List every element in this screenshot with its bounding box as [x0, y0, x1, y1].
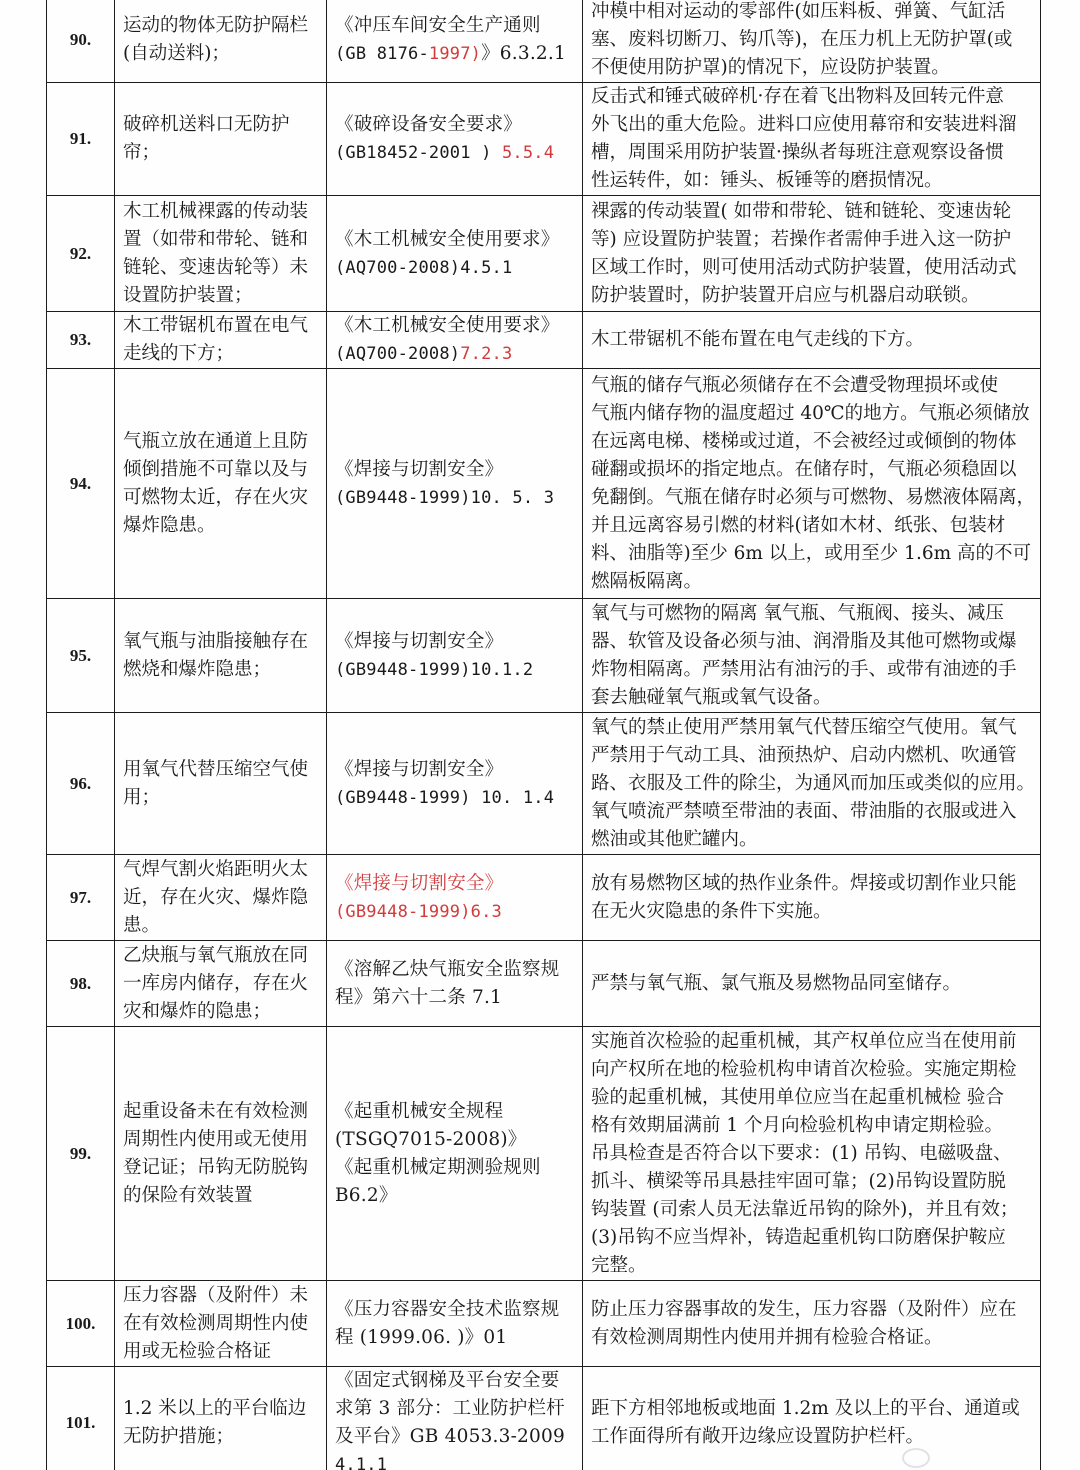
- description-line: 用氧气代替压缩空气使: [123, 758, 309, 780]
- legal-basis: [327, 1367, 583, 1470]
- legal-basis-line: [335, 139, 576, 167]
- watermark-logo: [902, 1448, 930, 1468]
- legal-basis-line: [335, 340, 576, 368]
- description-line: 燃烧和爆炸隐患；: [123, 658, 272, 680]
- table-row: [47, 855, 1041, 941]
- legal-basis-line: [335, 1395, 576, 1423]
- description-line: 起重设备未在有效检测: [123, 1100, 309, 1122]
- requirement-line: 氧气与可燃物的隔离 氧气瓶、气瓶阀、接头、减压: [591, 602, 1004, 624]
- legal-basis-line: [335, 1367, 576, 1395]
- table-row: [47, 83, 1041, 196]
- legal-basis-line: [335, 956, 576, 984]
- description-line: 灾和爆炸的隐患；: [123, 1000, 272, 1022]
- requirement-line: 严禁用于气动工具、油预热炉、启动内燃机、吹通管: [591, 744, 1017, 766]
- row-number: 93.: [47, 312, 115, 369]
- requirement: [583, 599, 1041, 713]
- requirement-line: 料、油脂等)至少 6m 以上，或用至少 1.6m 高的不可: [591, 542, 1032, 564]
- requirement-line: 防止压力容器事故的发生，压力容器（及附件）应在: [591, 1298, 1017, 1320]
- legal-basis-line: [335, 870, 576, 898]
- reference-text: 《破碎设备安全要求》: [335, 114, 523, 135]
- description-line: 在有效检测周期性内使: [123, 1312, 309, 1334]
- reference-text: (GB18452-2001 ): [335, 143, 502, 163]
- reference-text: 程 (1999.06. )》01: [335, 1326, 508, 1348]
- row-number: 101.: [47, 1367, 115, 1470]
- hazard-description: [115, 312, 327, 369]
- reference-text: (GB9448-1999) 10. 1.4: [335, 787, 555, 808]
- legal-basis-line: [335, 1098, 576, 1126]
- table-row: [47, 196, 1041, 312]
- requirement: [583, 0, 1041, 83]
- hazard-description: [115, 1367, 327, 1470]
- description-line: 可燃物太近，存在火灾: [123, 486, 309, 508]
- legal-basis-line: [335, 756, 576, 784]
- requirement-line: 氧气的禁止使用严禁用氧气代替压缩空气使用。氧气: [591, 716, 1017, 738]
- hazard-description: [115, 0, 327, 83]
- requirement-line: 在远离电梯、楼梯或过道，不会被经过或倾倒的物体: [591, 430, 1017, 452]
- legal-basis: [327, 599, 583, 713]
- hazard-description: [115, 855, 327, 941]
- legal-basis-line: [335, 784, 576, 812]
- legal-basis-line: [335, 898, 576, 926]
- reference-text: 《固定式钢梯及平台安全要: [335, 1370, 560, 1391]
- legal-basis-line: [335, 40, 576, 68]
- requirement-line: 器、软管及设备必须与油、润滑脂及其他可燃物或爆: [591, 630, 1017, 652]
- hazard-description: [115, 1027, 327, 1281]
- table-body: [47, 0, 1041, 1470]
- reference-text: 《焊接与切割安全》: [335, 458, 504, 480]
- row-number: 100.: [47, 1281, 115, 1367]
- reference-text: 及平台》GB 4053.3-2009: [335, 1426, 565, 1447]
- hazard-description: [115, 941, 327, 1027]
- row-number: 90.: [47, 0, 115, 83]
- description-line: 气焊气割火焰距明火太: [123, 858, 309, 880]
- reference-text: (GB9448-1999)10.1.2: [335, 659, 534, 680]
- description-line: 木工机械裸露的传动装: [123, 200, 309, 222]
- requirement-line: 区域工作时，则可使用活动式防护装置，使用活动式: [591, 256, 1017, 278]
- reference-text: 《木工机械安全使用要求》: [335, 315, 560, 336]
- legal-basis: [327, 855, 583, 941]
- description-line: 周期性内使用或无使用: [123, 1128, 309, 1150]
- requirement-line: 塞、废料切断刀、钩爪等)，在压力机上无防护罩(或: [591, 28, 1013, 50]
- row-number: 97.: [47, 855, 115, 941]
- description-line: 患。: [123, 914, 161, 936]
- reference-text: 《冲压车间安全生产通则: [335, 14, 541, 36]
- requirement-line: 实施首次检验的起重机械，其产权单位应当在使用前: [591, 1030, 1017, 1052]
- row-number: 92.: [47, 196, 115, 312]
- description-line: 压力容器（及附件）未: [123, 1284, 309, 1306]
- requirement: [583, 713, 1041, 855]
- requirement-line: 冲模中相对运动的零部件(如压料板、弹簧、气缸活: [591, 0, 1006, 22]
- highlighted-reference: 《焊接与切割安全》: [335, 872, 504, 894]
- requirement-line: 炸物相隔离。严禁用沾有油污的手、或带有油迹的手: [591, 658, 1017, 680]
- requirement-line: 碰翻或损坏的指定地点。在储存时，气瓶必须稳固以: [591, 458, 1017, 480]
- requirement-line: 有效检测周期性内使用并拥有检验合格证。: [591, 1326, 943, 1348]
- requirement-line: 钩装置 (司索人员无法靠近吊钩的除外)，并且有效；: [591, 1198, 1019, 1220]
- legal-basis-line: [335, 1154, 576, 1182]
- reference-text: 《起重机械安全规程: [335, 1100, 504, 1122]
- row-number: 95.: [47, 599, 115, 713]
- description-line: 设置防护装置；: [123, 284, 253, 306]
- legal-basis-line: [335, 656, 576, 684]
- reference-text: 《压力容器安全技术监察规: [335, 1298, 560, 1320]
- requirement-line: 完整。: [591, 1254, 647, 1276]
- legal-basis: [327, 196, 583, 312]
- legal-basis-line: [335, 226, 576, 254]
- requirement-line: 验的起重机械，其使用单位应当在起重机械检 验合: [591, 1086, 1004, 1108]
- reference-text: 程》第六十二条 7.1: [335, 986, 503, 1008]
- legal-basis-line: [335, 628, 576, 656]
- table-row: [47, 0, 1041, 83]
- legal-basis-line: [335, 111, 576, 139]
- requirement: [583, 1027, 1041, 1281]
- legal-basis-line: [335, 1324, 576, 1352]
- hazard-description: [115, 1281, 327, 1367]
- requirement-line: 套去触碰氧气瓶或氧气设备。: [591, 686, 832, 708]
- requirement-line: 木工带锯机不能布置在电气走线的下方。: [591, 329, 925, 350]
- requirement-line: 裸露的传动装置( 如带和带轮、链和链轮、变速齿轮: [591, 200, 1012, 222]
- table-row: [47, 369, 1041, 599]
- requirement-line: 不便使用防护罩)的情况下，应设防护装置。: [591, 56, 950, 78]
- table-row: [47, 941, 1041, 1027]
- requirement-line: 性运转件，如：锤头、板锤等的磨损情况。: [591, 170, 943, 191]
- requirement-line: 向产权所在地的检验机构申请首次检验。实施定期检: [591, 1058, 1017, 1080]
- description-line: 走线的下方；: [123, 343, 235, 364]
- reference-text: 4.1.1: [335, 1455, 388, 1470]
- table-row: [47, 1027, 1041, 1281]
- reference-text: 》6.3.2.1: [481, 42, 566, 64]
- description-line: 无防护措施；: [123, 1426, 235, 1447]
- description-line: 用；: [123, 786, 161, 808]
- description-line: 破碎机送料口无防护: [123, 114, 290, 135]
- description-line: 运动的物体无防护隔栏: [123, 14, 309, 36]
- requirement-line: 严禁与氧气瓶、氯气瓶及易燃物品同室储存。: [591, 972, 962, 994]
- requirement: [583, 1281, 1041, 1367]
- description-line: 气瓶立放在通道上且防: [123, 430, 309, 452]
- requirement-line: 等) 应设置防护装置；若操作者需伸手进入这一防护: [591, 228, 1012, 250]
- description-line: 链轮、变速齿轮等）未: [123, 256, 309, 278]
- requirement-line: 槽，周围采用防护装置·操纵者每班注意观察设备惯: [591, 142, 1004, 163]
- reference-text: 《起重机械定期测验规则: [335, 1156, 541, 1178]
- reference-text: 求第 3 部分：工业防护栏杆: [335, 1398, 565, 1419]
- requirement-line: 防护装置时，防护装置开启应与机器启动联锁。: [591, 284, 980, 306]
- legal-basis: [327, 83, 583, 196]
- legal-basis: [327, 941, 583, 1027]
- row-number: 98.: [47, 941, 115, 1027]
- requirement: [583, 369, 1041, 599]
- highlighted-reference: 7.2.3: [460, 344, 513, 364]
- table-row: [47, 1367, 1041, 1470]
- table-row: [47, 713, 1041, 855]
- requirement-line: 反击式和锤式破碎机·存在着飞出物料及回转元件意: [591, 86, 1004, 107]
- legal-basis: [327, 713, 583, 855]
- requirement-line: 燃油或其他贮罐内。: [591, 828, 758, 850]
- requirement: [583, 855, 1041, 941]
- description-line: (自动送料)；: [123, 42, 230, 64]
- table-row: [47, 1281, 1041, 1367]
- reference-text: 《焊接与切割安全》: [335, 758, 504, 780]
- requirement-line: 抓斗、横梁等吊具悬挂牢固可靠；(2)吊钩设置防脱: [591, 1170, 1006, 1192]
- legal-basis-line: [335, 456, 576, 484]
- legal-basis-line: [335, 1126, 576, 1154]
- requirement: [583, 312, 1041, 369]
- requirement: [583, 83, 1041, 196]
- requirement-line: 格有效期届满前 1 个月向检验机构申请定期检验。: [591, 1114, 1004, 1136]
- legal-basis: [327, 312, 583, 369]
- legal-basis-line: [335, 1182, 576, 1210]
- legal-basis-line: [335, 1451, 576, 1470]
- requirement: [583, 196, 1041, 312]
- legal-basis: [327, 1281, 583, 1367]
- description-line: 的保险有效装置: [123, 1184, 253, 1206]
- legal-basis-line: [335, 312, 576, 340]
- description-line: 木工带锯机布置在电气: [123, 315, 309, 336]
- hazard-description: [115, 196, 327, 312]
- legal-basis-line: [335, 12, 576, 40]
- description-line: 1.2 米以上的平台临边: [123, 1398, 307, 1419]
- reference-text: (AQ700-2008): [335, 344, 461, 364]
- hazard-description: [115, 599, 327, 713]
- requirement-line: 放有易燃物区域的热作业条件。焊接或切割作业只能: [591, 872, 1017, 894]
- requirement-line: 在无火灾隐患的条件下实施。: [591, 900, 832, 922]
- legal-basis: [327, 0, 583, 83]
- requirement-line: 吊具检查是否符合以下要求：(1) 吊钩、电磁吸盘、: [591, 1142, 1012, 1164]
- requirement-line: (3)吊钩不应当焊补，铸造起重机钩口防磨保护鞍应: [591, 1226, 1006, 1248]
- requirement-line: 燃隔板隔离。: [591, 570, 703, 592]
- reference-text: B6.2》: [335, 1184, 398, 1206]
- description-line: 乙炔瓶与氧气瓶放在同: [123, 944, 309, 966]
- reference-text: (GB9448-1999)10. 5. 3: [335, 487, 555, 508]
- reference-text: 《木工机械安全使用要求》: [335, 228, 560, 250]
- requirement-line: 气瓶的储存气瓶必须储存在不会遭受物理损坏或使: [591, 374, 999, 396]
- hazard-description: [115, 713, 327, 855]
- hazard-description: [115, 83, 327, 196]
- description-line: 帘；: [123, 142, 161, 163]
- requirement: [583, 941, 1041, 1027]
- description-line: 近，存在火灾、爆炸隐: [123, 886, 309, 908]
- requirement-line: 气瓶内储存物的温度超过 40℃的地方。气瓶必须储放: [591, 402, 1030, 424]
- legal-basis-line: [335, 1296, 576, 1324]
- requirement-line: 氧气喷流严禁喷至带油的表面、带油脂的衣服或进入: [591, 800, 1017, 822]
- highlighted-reference: 1997): [428, 43, 482, 64]
- highlighted-reference: (GB9448-1999)6.3: [335, 901, 502, 922]
- safety-hazard-table: [46, 0, 1041, 1470]
- requirement-line: 工作面得所有敞开边缘应设置防护栏杆。: [591, 1426, 925, 1447]
- reference-text: 《溶解乙炔气瓶安全监察规: [335, 958, 560, 980]
- row-number: 94.: [47, 369, 115, 599]
- requirement-line: 免翻倒。气瓶在储存时必须与可燃物、易燃液体隔离，: [591, 486, 1036, 508]
- requirement-line: 路、衣服及工件的除尘，为通风而加压或类似的应用。: [591, 772, 1036, 794]
- requirement-line: 距下方相邻地板或地面 1.2m 及以上的平台、通道或: [591, 1398, 1020, 1419]
- reference-text: (AQ700-2008)4.5.1: [335, 257, 513, 278]
- table-row: [47, 312, 1041, 369]
- row-number: 99.: [47, 1027, 115, 1281]
- highlighted-reference: 5.5.4: [501, 143, 555, 163]
- legal-basis-line: [335, 484, 576, 512]
- description-line: 氧气瓶与油脂接触存在: [123, 630, 309, 652]
- row-number: 96.: [47, 713, 115, 855]
- requirement-line: 外飞出的重大危险。进料口应使用幕帘和安装进料溜: [591, 114, 1017, 135]
- description-line: 置（如带和带轮、链和: [123, 228, 309, 250]
- reference-text: (GB 8176-: [335, 43, 429, 64]
- table-row: [47, 599, 1041, 713]
- legal-basis-line: [335, 984, 576, 1012]
- description-line: 一库房内储存，存在火: [123, 972, 309, 994]
- requirement: [583, 1367, 1041, 1470]
- description-line: 爆炸隐患。: [123, 514, 216, 536]
- reference-text: (TSGQ7015-2008)》: [335, 1128, 527, 1150]
- requirement-line: 并且远离容易引燃的材料(诸如木材、纸张、包装材: [591, 514, 1006, 536]
- description-line: 倾倒措施不可靠以及与: [123, 458, 309, 480]
- legal-basis-line: [335, 254, 576, 282]
- hazard-description: [115, 369, 327, 599]
- legal-basis: [327, 369, 583, 599]
- description-line: 登记证；吊钩无防脱钩: [123, 1156, 309, 1178]
- description-line: 用或无检验合格证: [123, 1340, 272, 1362]
- row-number: 91.: [47, 83, 115, 196]
- reference-text: 《焊接与切割安全》: [335, 630, 504, 652]
- legal-basis-line: [335, 1423, 576, 1451]
- legal-basis: [327, 1027, 583, 1281]
